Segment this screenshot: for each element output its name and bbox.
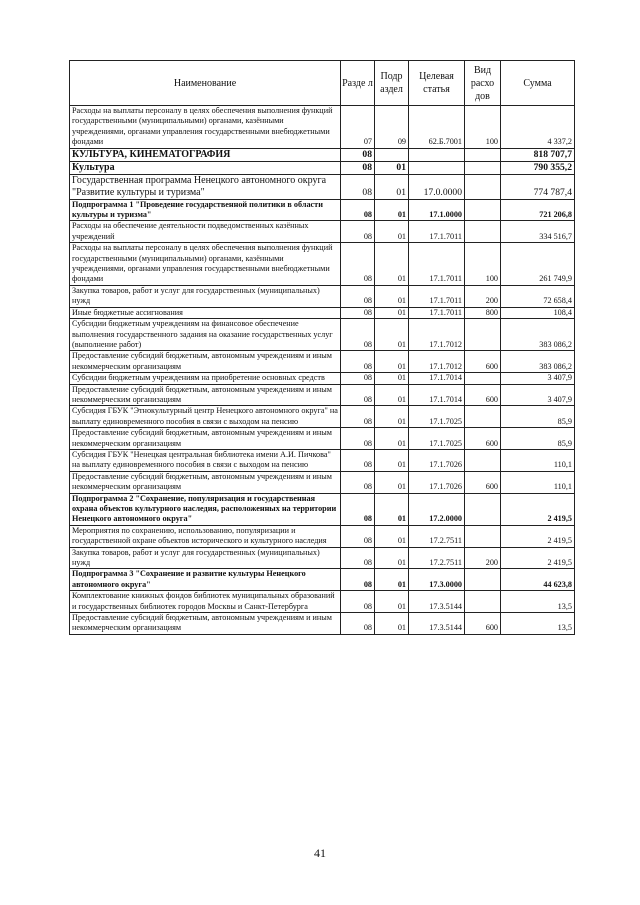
row-section-cell: 08 [341, 569, 375, 591]
row-section-cell: 08 [341, 319, 375, 351]
row-expense-cell: 600 [465, 613, 501, 635]
row-section-cell: 08 [341, 384, 375, 406]
header-amount: Сумма [501, 61, 575, 106]
row-target-cell: 17.3.5144 [409, 613, 465, 635]
row-subsection-cell: 01 [375, 351, 409, 373]
row-amount-cell: 13,5 [501, 591, 575, 613]
table-row [70, 106, 575, 149]
row-amount-cell: 334 516,7 [501, 221, 575, 243]
row-subsection-cell: 01 [375, 613, 409, 635]
row-expense-cell: 600 [465, 384, 501, 406]
row-target-cell: 17.3.0000 [409, 569, 465, 591]
table-row [70, 591, 575, 613]
row-subsection-cell: 01 [375, 428, 409, 450]
row-name-cell: Предоставление субсидий бюджетным, автономным учреждениям и иным некоммерческим организациям [70, 428, 341, 450]
row-name-cell: Подпрограмма 1 "Проведение государственной политики в области культуры и туризма" [70, 199, 341, 221]
row-section-cell: 08 [341, 307, 375, 318]
row-subsection-cell: 01 [375, 471, 409, 493]
row-name-cell: Подпрограмма 2 "Сохранение, популяризация и государственная охрана объектов культурного наследия, расположенных на территории Ненецкого автономного округа" [70, 493, 341, 525]
row-amount-cell: 85,9 [501, 406, 575, 428]
row-expense-cell [465, 493, 501, 525]
header-subsection: Подр аздел [375, 61, 409, 106]
row-amount-cell: 818 707,7 [501, 148, 575, 161]
row-name-cell: Субсидия ГБУК "Ненецкая центральная библиотека имени А.И. Пичкова" на выплату единовременного пособия в связи с выходом на пенсию [70, 449, 341, 471]
row-name-cell: Расходы на выплаты персоналу в целях обеспечения выполнения функций государственными (муниципальными) органами, казёнными учреждениями, органами управления государственными внебюджетными фондами [70, 243, 341, 286]
table-row [70, 221, 575, 243]
row-target-cell: 17.1.7014 [409, 373, 465, 384]
budget-table [69, 60, 575, 635]
row-target-cell: 17.2.7511 [409, 547, 465, 569]
row-amount-cell: 2 419,5 [501, 547, 575, 569]
row-section-cell: 08 [341, 406, 375, 428]
row-amount-cell: 261 749,9 [501, 243, 575, 286]
row-subsection-cell: 01 [375, 449, 409, 471]
header-section: Разде л [341, 61, 375, 106]
row-amount-cell: 790 355,2 [501, 161, 575, 174]
row-subsection-cell: 01 [375, 547, 409, 569]
row-expense-cell: 100 [465, 106, 501, 149]
row-section-cell: 08 [341, 428, 375, 450]
row-name-cell: Субсидии бюджетным учреждениям на приобретение основных средств [70, 373, 341, 384]
row-name-cell: Расходы на выплаты персоналу в целях обеспечения выполнения функций государственными (муниципальными) органами, казёнными учреждениями, органами управления государственными внебюджетными фондами [70, 106, 341, 149]
row-amount-cell: 13,5 [501, 613, 575, 635]
row-name-cell: Комплектование книжных фондов библиотек муниципальных образований и государственных библиотек городов Москвы и Санкт-Петербурга [70, 591, 341, 613]
row-subsection-cell: 01 [375, 174, 409, 199]
row-name-cell: Культура [70, 161, 341, 174]
row-expense-cell: 800 [465, 307, 501, 318]
table-row [70, 373, 575, 384]
table-row [70, 471, 575, 493]
table-row [70, 148, 575, 161]
table-row [70, 428, 575, 450]
row-name-cell: Предоставление субсидий бюджетным, автономным учреждениям и иным некоммерческим организациям [70, 351, 341, 373]
row-section-cell: 08 [341, 199, 375, 221]
row-expense-cell [465, 319, 501, 351]
row-subsection-cell: 01 [375, 384, 409, 406]
row-target-cell: 17.1.7011 [409, 243, 465, 286]
row-subsection-cell [375, 148, 409, 161]
row-amount-cell: 383 086,2 [501, 351, 575, 373]
row-target-cell: 17.1.7012 [409, 319, 465, 351]
row-name-cell: Предоставление субсидий бюджетным, автономным учреждениям и иным некоммерческим организациям [70, 384, 341, 406]
row-name-cell: Предоставление субсидий бюджетным, автономным учреждениям и иным некоммерческим организациям [70, 471, 341, 493]
table-row [70, 406, 575, 428]
row-amount-cell: 4 337,2 [501, 106, 575, 149]
row-expense-cell [465, 199, 501, 221]
row-subsection-cell: 01 [375, 285, 409, 307]
row-name-cell: Подпрограмма 3 "Сохранение и развитие культуры Ненецкого автономного округа" [70, 569, 341, 591]
row-amount-cell: 721 206,8 [501, 199, 575, 221]
row-target-cell: 17.1.7026 [409, 471, 465, 493]
row-name-cell: Государственная программа Ненецкого автономного округа "Развитие культуры и туризма" [70, 174, 341, 199]
row-section-cell: 08 [341, 148, 375, 161]
row-amount-cell: 3 407,9 [501, 373, 575, 384]
table-header-row [70, 61, 575, 106]
row-subsection-cell: 01 [375, 199, 409, 221]
row-name-cell: Иные бюджетные ассигнования [70, 307, 341, 318]
row-target-cell: 17.1.7012 [409, 351, 465, 373]
header-expense-type: Вид расхо дов [465, 61, 501, 106]
row-subsection-cell: 09 [375, 106, 409, 149]
row-expense-cell [465, 449, 501, 471]
row-name-cell: Закупка товаров, работ и услуг для государственных (муниципальных) нужд [70, 547, 341, 569]
row-amount-cell: 3 407,9 [501, 384, 575, 406]
row-name-cell: Предоставление субсидий бюджетным, автономным учреждениям и иным некоммерческим организациям [70, 613, 341, 635]
row-subsection-cell: 01 [375, 525, 409, 547]
row-expense-cell [465, 406, 501, 428]
row-expense-cell: 600 [465, 428, 501, 450]
row-target-cell: 17.1.7026 [409, 449, 465, 471]
row-name-cell: КУЛЬТУРА, КИНЕМАТОГРАФИЯ [70, 148, 341, 161]
row-amount-cell: 110,1 [501, 471, 575, 493]
table-body [70, 106, 575, 635]
row-subsection-cell: 01 [375, 373, 409, 384]
row-section-cell: 08 [341, 285, 375, 307]
table-row [70, 613, 575, 635]
row-amount-cell: 2 419,5 [501, 525, 575, 547]
table-row [70, 307, 575, 318]
row-amount-cell: 2 419,5 [501, 493, 575, 525]
row-subsection-cell: 01 [375, 319, 409, 351]
row-amount-cell: 72 658,4 [501, 285, 575, 307]
row-target-cell: 17.1.7025 [409, 406, 465, 428]
table-row [70, 449, 575, 471]
row-expense-cell: 200 [465, 547, 501, 569]
row-target-cell [409, 148, 465, 161]
table-row [70, 493, 575, 525]
header-name: Наименование [70, 61, 341, 106]
row-expense-cell: 600 [465, 471, 501, 493]
page-number: 41 [314, 846, 326, 860]
row-expense-cell [465, 221, 501, 243]
row-section-cell: 08 [341, 547, 375, 569]
row-section-cell: 08 [341, 449, 375, 471]
row-section-cell: 08 [341, 161, 375, 174]
row-section-cell: 08 [341, 471, 375, 493]
table-row [70, 525, 575, 547]
row-subsection-cell: 01 [375, 243, 409, 286]
row-amount-cell: 44 623,8 [501, 569, 575, 591]
row-subsection-cell: 01 [375, 161, 409, 174]
row-target-cell: 17.1.7025 [409, 428, 465, 450]
row-amount-cell: 383 086,2 [501, 319, 575, 351]
row-section-cell: 08 [341, 525, 375, 547]
row-amount-cell: 110,1 [501, 449, 575, 471]
row-subsection-cell: 01 [375, 221, 409, 243]
table-row [70, 547, 575, 569]
row-target-cell: 17.1.7011 [409, 285, 465, 307]
table-row [70, 569, 575, 591]
table-row [70, 174, 575, 199]
row-section-cell: 08 [341, 493, 375, 525]
row-target-cell: 17.2.7511 [409, 525, 465, 547]
row-subsection-cell: 01 [375, 569, 409, 591]
row-expense-cell: 200 [465, 285, 501, 307]
row-subsection-cell: 01 [375, 591, 409, 613]
row-section-cell: 08 [341, 591, 375, 613]
row-amount-cell: 85,9 [501, 428, 575, 450]
row-target-cell [409, 161, 465, 174]
row-expense-cell: 100 [465, 243, 501, 286]
row-section-cell: 08 [341, 351, 375, 373]
row-expense-cell [465, 373, 501, 384]
row-target-cell: 17.1.7014 [409, 384, 465, 406]
row-target-cell: 62.Б.7001 [409, 106, 465, 149]
row-target-cell: 17.1.0000 [409, 199, 465, 221]
table-row [70, 199, 575, 221]
row-section-cell: 07 [341, 106, 375, 149]
row-expense-cell [465, 174, 501, 199]
row-name-cell: Субсидия ГБУК "Этнокультурный центр Ненецкого автономного округа" на выплату единовременного пособия в связи с выходом на пенсию [70, 406, 341, 428]
table-row [70, 319, 575, 351]
row-expense-cell [465, 591, 501, 613]
row-target-cell: 17.0.0000 [409, 174, 465, 199]
row-name-cell: Мероприятия по сохранению, использованию, популяризации и государственной охране объектов исторического и культурного наследия [70, 525, 341, 547]
table-row [70, 351, 575, 373]
row-target-cell: 17.3.5144 [409, 591, 465, 613]
row-expense-cell: 600 [465, 351, 501, 373]
row-name-cell: Расходы на обеспечение деятельности подведомственных казённых учреждений [70, 221, 341, 243]
row-amount-cell: 774 787,4 [501, 174, 575, 199]
row-expense-cell [465, 161, 501, 174]
table-row [70, 384, 575, 406]
row-target-cell: 17.1.7011 [409, 221, 465, 243]
row-section-cell: 08 [341, 174, 375, 199]
row-subsection-cell: 01 [375, 493, 409, 525]
row-section-cell: 08 [341, 613, 375, 635]
row-target-cell: 17.1.7011 [409, 307, 465, 318]
row-expense-cell [465, 525, 501, 547]
row-expense-cell [465, 148, 501, 161]
row-section-cell: 08 [341, 243, 375, 286]
row-name-cell: Закупка товаров, работ и услуг для государственных (муниципальных) нужд [70, 285, 341, 307]
row-target-cell: 17.2.0000 [409, 493, 465, 525]
row-expense-cell [465, 569, 501, 591]
table-row [70, 285, 575, 307]
row-section-cell: 08 [341, 221, 375, 243]
table-row [70, 243, 575, 286]
row-subsection-cell: 01 [375, 307, 409, 318]
row-subsection-cell: 01 [375, 406, 409, 428]
row-section-cell: 08 [341, 373, 375, 384]
row-amount-cell: 108,4 [501, 307, 575, 318]
header-target: Целевая статья [409, 61, 465, 106]
table-row [70, 161, 575, 174]
row-name-cell: Субсидии бюджетным учреждениям на финансовое обеспечение выполнения государственного задания на оказание государственных услуг (выполнение работ) [70, 319, 341, 351]
